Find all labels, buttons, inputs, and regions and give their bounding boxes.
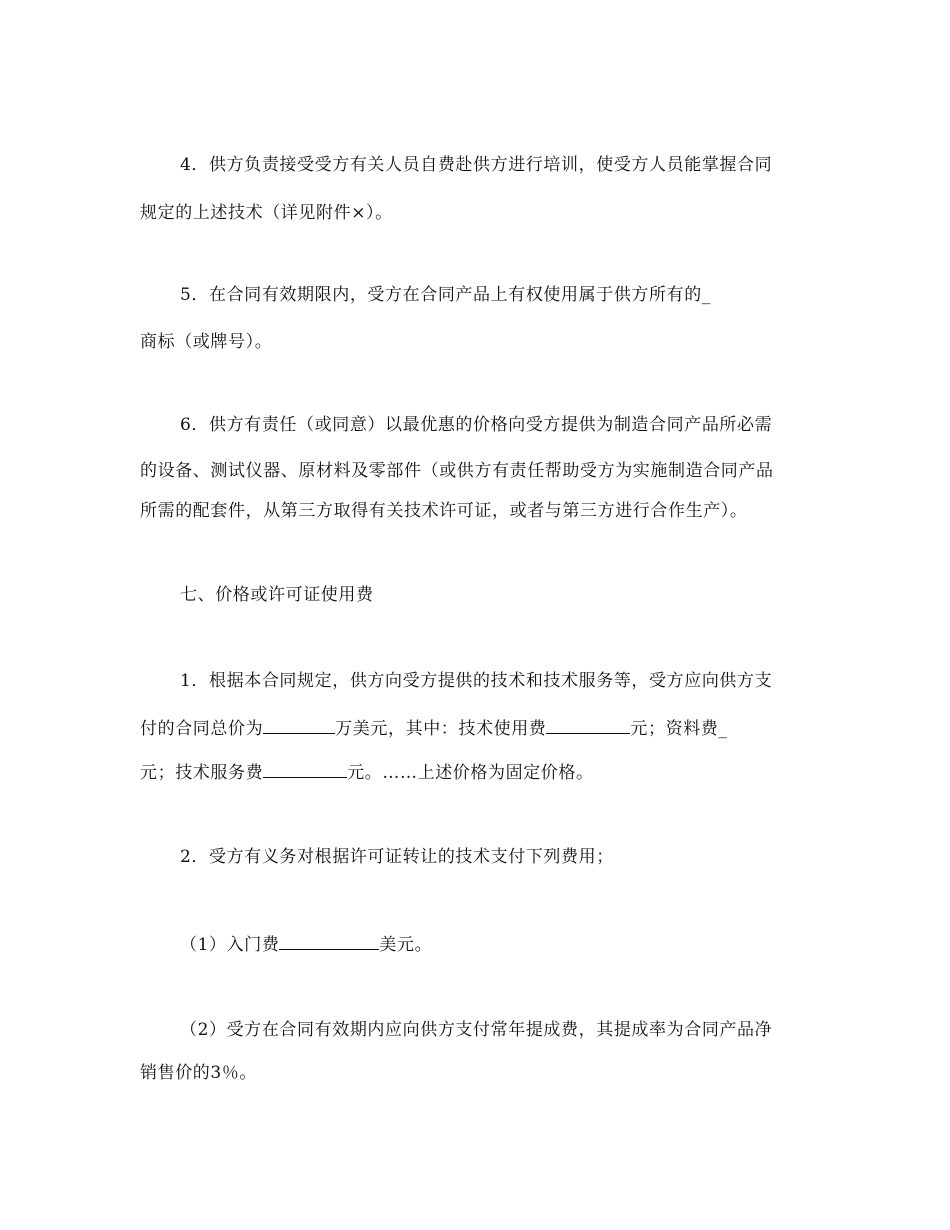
para-4-line-2: 规定的上述技术（详见附件×）。 bbox=[140, 203, 393, 223]
clause-2-1-line bbox=[180, 933, 810, 956]
para-6-line-2: 的设备、测试仪器、原材料及零部件（或供方有责任帮助受方为实施制造合同产品 bbox=[140, 461, 774, 481]
tech-usage-fee-blank bbox=[546, 717, 630, 734]
tech-service-fee-blank bbox=[263, 761, 347, 778]
clause-1-line-3 bbox=[140, 761, 810, 784]
clause-2-2-line-1: （2）受方在合同有效期内应向供方支付常年提成费，其提成率为合同产品净 bbox=[180, 1020, 773, 1040]
clause-1-line-2 bbox=[140, 717, 810, 740]
clause-1-line-2-text-c: 元；资料费_ bbox=[630, 719, 728, 739]
para-5-line-2: 商标（或牌号）。 bbox=[140, 332, 273, 352]
clause-1-line-3-text-a: 元；技术服务费 bbox=[140, 763, 264, 783]
entry-fee-blank bbox=[279, 933, 379, 950]
clause-1-line-2-text-a: 付的合同总价为 bbox=[140, 719, 264, 739]
para-6-line-1: 6．供方有责任（或同意）以最优惠的价格向受方提供为制造合同产品所必需 bbox=[180, 415, 773, 435]
clause-2-line-1: 2．受方有义务对根据许可证转让的技术支付下列费用； bbox=[180, 847, 614, 867]
section-7-heading: 七、价格或许可证使用费 bbox=[180, 585, 374, 605]
total-price-blank bbox=[263, 717, 335, 734]
clause-1-line-3-text-b: 元。……上述价格为固定价格。 bbox=[347, 763, 594, 783]
clause-2-1-text-a: （1）入门费 bbox=[180, 935, 280, 955]
para-4-line-1: 4．供方负责接受受方有关人员自费赴供方进行培训，使受方人员能掌握合同 bbox=[180, 155, 773, 175]
clause-1-line-2-text-b: 万美元，其中：技术使用费 bbox=[335, 719, 547, 739]
clause-2-1-text-b: 美元。 bbox=[379, 935, 433, 955]
clause-1-line-1: 1．根据本合同规定，供方向受方提供的技术和技术服务等，受方应向供方支 bbox=[180, 671, 773, 691]
para-5-line-1: 5．在合同有效期限内，受方在合同产品上有权使用属于供方所有的_ bbox=[180, 285, 711, 305]
para-6-line-3: 所需的配套件，从第三方取得有关技术许可证，或者与第三方进行合作生产）。 bbox=[140, 501, 748, 521]
clause-2-2-line-2: 销售价的3％。 bbox=[140, 1063, 258, 1083]
